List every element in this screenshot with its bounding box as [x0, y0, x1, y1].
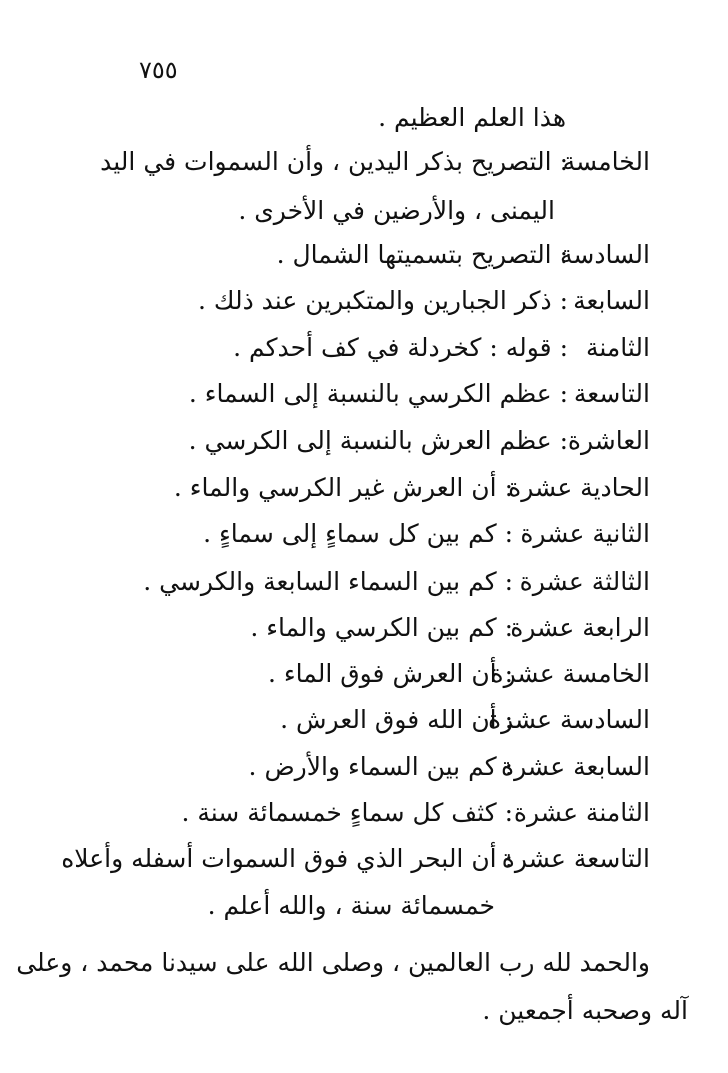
item-label: الخامسة عشرة — [490, 659, 650, 688]
page-number: ٧٥٥ — [139, 56, 178, 84]
item-text: : التصريح بتسميتها الشمال . — [276, 240, 568, 269]
item-label: السادسة — [560, 240, 650, 269]
item-text: : كم بين كل سماءٍ إلى سماءٍ . — [203, 519, 513, 548]
item-text: : كم بين الكرسي والماء . — [250, 613, 513, 642]
closing-line-1: والحمد لله رب العالمين ، وصلى الله على سيدنا محمد ، وعلى — [16, 948, 650, 977]
item-label: التاسعة عشرة — [501, 844, 650, 873]
item-text: : عظم الكرسي بالنسبة إلى السماء . — [188, 379, 568, 408]
item-text: : أن العرش فوق الماء . — [268, 659, 513, 688]
closing-line-2: آله وصحبه أجمعين . — [482, 996, 688, 1025]
item-text: : كثف كل سماءٍ خمسمائة سنة . — [181, 798, 513, 827]
item-label: العاشرة — [567, 426, 650, 455]
intro-line: هذا العلم العظيم . — [378, 103, 566, 132]
item-text: : قوله : كخردلة في كف أحدكم . — [233, 333, 568, 362]
item-label: الثانية عشرة — [520, 519, 650, 548]
item-text: : كم بين السماء السابعة والكرسي . — [143, 567, 513, 596]
item-text: : ذكر الجبارين والمتكبرين عند ذلك . — [198, 286, 568, 315]
item-label: السابعة عشرة — [501, 752, 650, 781]
item-text: : عظم العرش بالنسبة إلى الكرسي . — [188, 426, 568, 455]
item-continuation: اليمنى ، والأرضين في الأخرى . — [238, 196, 555, 225]
item-text: : أن العرش غير الكرسي والماء . — [173, 473, 513, 502]
item-label: الثامنة عشرة — [513, 798, 650, 827]
item-label: السادسة عشرة — [487, 705, 650, 734]
item-label: الثالثة عشرة — [519, 567, 650, 596]
item-label: التاسعة — [573, 379, 650, 408]
item-text: : كم بين السماء والأرض . — [248, 752, 513, 781]
item-label: السابعة — [573, 286, 650, 315]
item-label: الرابعة عشرة — [510, 613, 650, 642]
item-label: الخامسة — [562, 147, 650, 176]
item-label: الحادية عشرة — [508, 473, 650, 502]
item-text: : أن الله فوق العرش . — [280, 705, 513, 734]
item-continuation: خمسمائة سنة ، والله أعلم . — [207, 891, 495, 920]
item-text: : أن البحر الذي فوق السموات أسفله وأعلاه — [61, 844, 513, 873]
item-label: الثامنة — [585, 333, 650, 362]
item-text: : التصريح بذكر اليدين ، وأن السموات في اليد — [100, 147, 568, 176]
